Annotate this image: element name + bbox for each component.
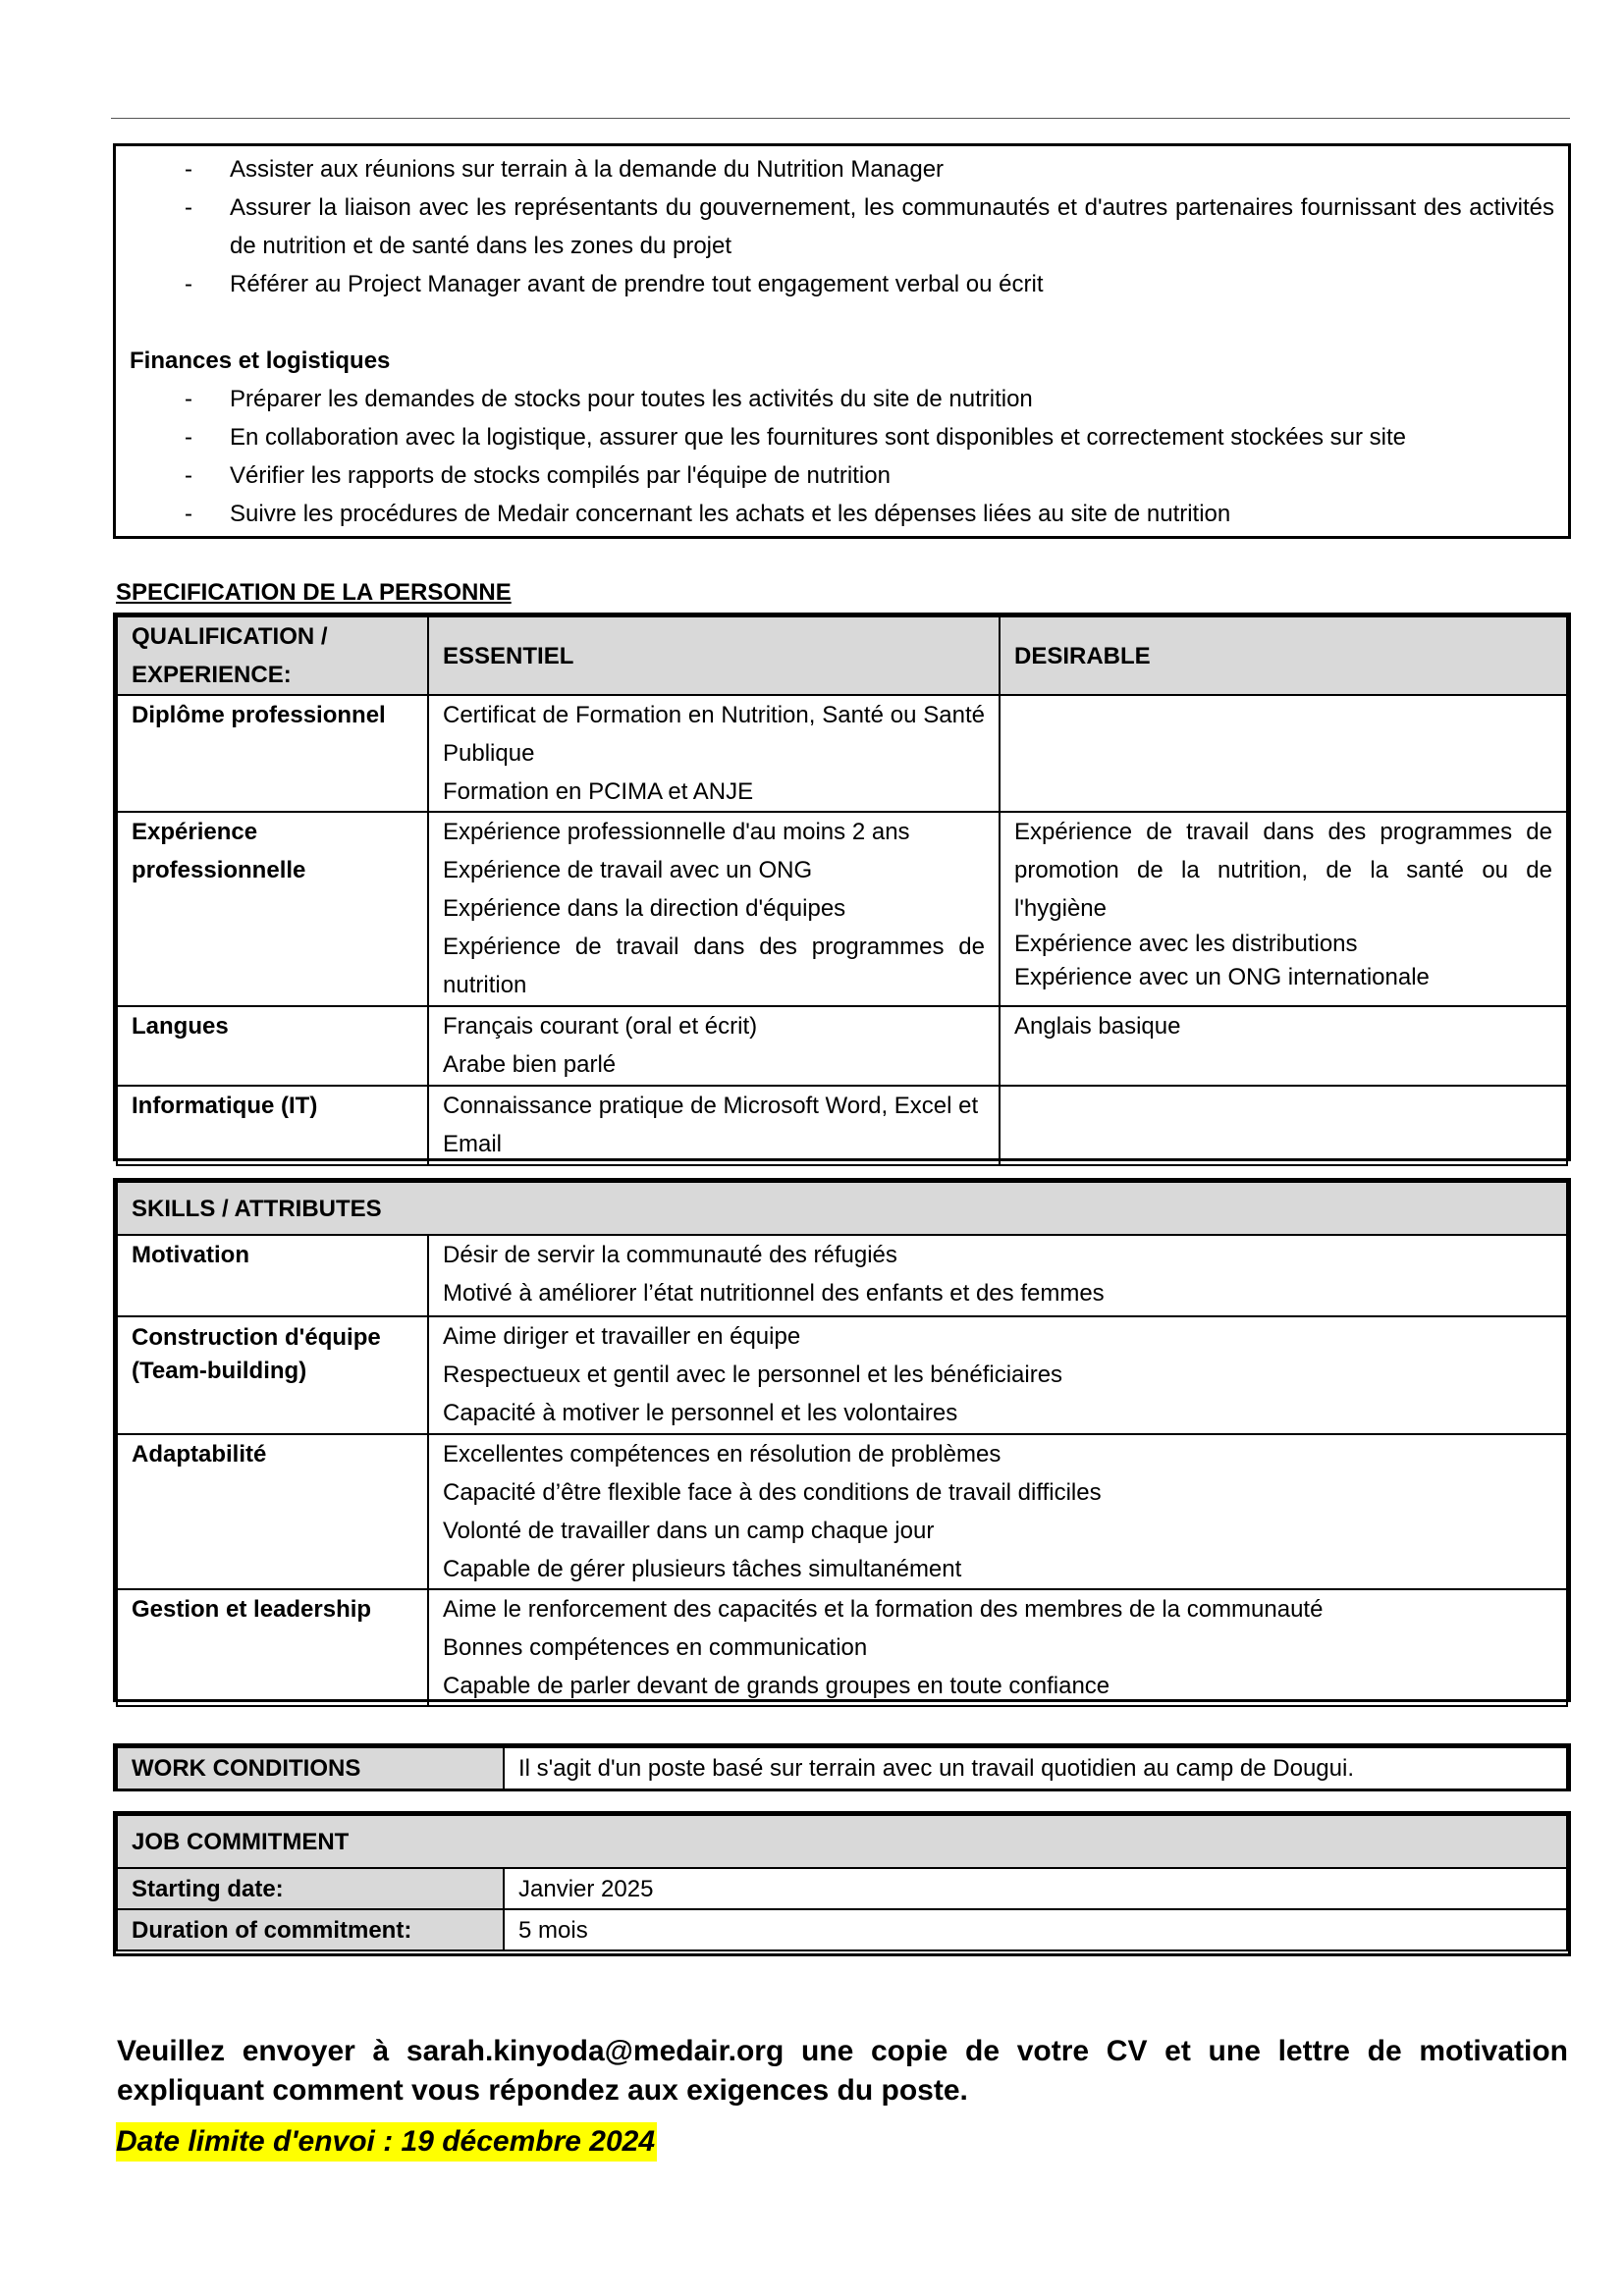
essential-cell: Expérience professionnelle d'au moins 2 ans Expérience de travail avec un ONG Expérience dans la direction d'équipes Expérience de travail dans des programmes de nutrition (428, 812, 1000, 1006)
duration-label: Duration of commitment: (117, 1909, 504, 1950)
responsibilities-box (113, 143, 1571, 539)
essential-cell: Certificat de Formation en Nutrition, Santé ou Santé Publique Formation en PCIMA et ANJE (428, 695, 1000, 812)
desirable-cell: Expérience de travail dans des programmes de promotion de la nutrition, de la santé ou de l'hygiène Expérience avec les distributions Expérience avec un ONG internationale (1000, 812, 1567, 1006)
skills-cell: Aime diriger et travailler en équipe Respectueux et gentil avec le personnel et les bénéficiaires Capacité à motiver le personnel et les volontaires (428, 1316, 1567, 1434)
essential-header: ESSENTIEL (428, 616, 1000, 695)
responsibilities-list-a (116, 150, 1568, 303)
desirable-header: DESIRABLE (1000, 616, 1567, 695)
list-item: - Assurer la liaison avec les représentants du gouvernement, les communautés et d'autres partenaires fournissant des activités de nutrition et de santé dans les zones du projet (185, 194, 1554, 259)
row-label-it: Informatique (IT) (117, 1086, 428, 1165)
list-item: - Préparer les demandes de stocks pour toutes les activités du site de nutrition (185, 386, 1033, 412)
job-commitment-header: JOB COMMITMENT (117, 1815, 1567, 1868)
row-label-team-building: Construction d'équipe (Team-building) (117, 1316, 428, 1434)
qualification-header: QUALIFICATION / EXPERIENCE: (117, 616, 428, 695)
work-conditions-value: Il s'agit d'un poste basé sur terrain avec un travail quotidien au camp de Dougui. (504, 1747, 1567, 1789)
work-conditions-table (113, 1743, 1571, 1791)
person-spec-table (113, 613, 1571, 1161)
row-label-motivation: Motivation (117, 1235, 428, 1316)
skills-cell: Désir de servir la communauté des réfugiés Motivé à améliorer l’état nutritionnel des enfants et des femmes (428, 1235, 1567, 1316)
list-item: - Vérifier les rapports de stocks compilés par l'équipe de nutrition (185, 462, 891, 489)
row-label-adaptability: Adaptabilité (117, 1434, 428, 1589)
finance-logistics-heading: Finances et logistiques (130, 347, 391, 374)
list-item: - Suivre les procédures de Medair concernant les achats et les dépenses liées au site de nutrition (185, 501, 1231, 527)
starting-date-label: Starting date: (117, 1868, 504, 1909)
page-header-rule (111, 118, 1570, 119)
list-item: - Référer au Project Manager avant de prendre tout engagement verbal ou écrit (185, 271, 1044, 297)
essential-cell: Français courant (oral et écrit) Arabe bien parlé (428, 1006, 1000, 1086)
desirable-cell: Anglais basique (1000, 1006, 1567, 1086)
skills-header: SKILLS / ATTRIBUTES (117, 1182, 1567, 1235)
work-conditions-label: WORK CONDITIONS (117, 1747, 504, 1789)
list-item: - Assister aux réunions sur terrain à la demande du Nutrition Manager (185, 156, 945, 183)
starting-date-value: Janvier 2025 (504, 1868, 1567, 1909)
essential-cell: Connaissance pratique de Microsoft Word, Excel et Email (428, 1086, 1000, 1165)
person-spec-title: SPECIFICATION DE LA PERSONNE (116, 579, 512, 606)
job-commitment-table (113, 1811, 1571, 1956)
desirable-cell (1000, 695, 1567, 812)
skills-cell: Aime le renforcement des capacités et la formation des membres de la communauté Bonnes compétences en communication Capable de parler devant de grands groupes en toute confiance (428, 1589, 1567, 1706)
responsibilities-list-b (116, 380, 1568, 533)
row-label-languages: Langues (117, 1006, 428, 1086)
application-instructions: Veuillez envoyer à sarah.kinyoda@medair.org une copie de votre CV et une lettre de motivation expliquant comment vous répondez aux exigences du poste. (117, 2035, 1568, 2107)
duration-value: 5 mois (504, 1909, 1567, 1950)
row-label-leadership: Gestion et leadership (117, 1589, 428, 1706)
desirable-cell (1000, 1086, 1567, 1165)
row-label-experience: Expérience professionnelle (117, 812, 428, 1006)
row-label-diploma: Diplôme professionnel (117, 695, 428, 812)
skills-cell: Excellentes compétences en résolution de problèmes Capacité d’être flexible face à des conditions de travail difficiles Volonté de travailler dans un camp chaque jour Capable de gérer plusieurs tâches simultanément (428, 1434, 1567, 1589)
application-deadline: Date limite d'envoi : 19 décembre 2024 (116, 2122, 657, 2162)
skills-table (113, 1178, 1571, 1702)
list-item: - En collaboration avec la logistique, assurer que les fournitures sont disponibles et correctement stockées sur site (185, 424, 1406, 451)
